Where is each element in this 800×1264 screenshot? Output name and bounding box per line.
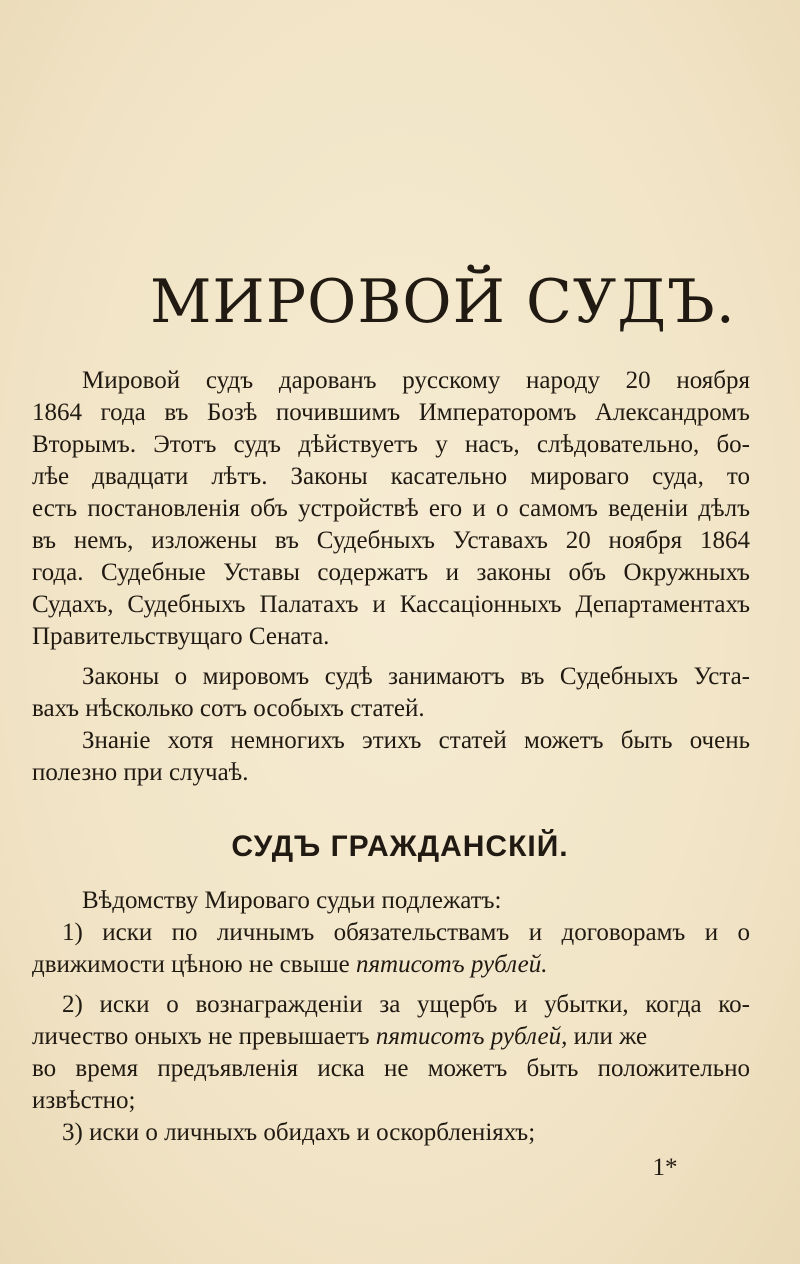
page-number: 1* — [652, 1154, 678, 1181]
text-line: извѣстно; — [32, 1087, 136, 1114]
emphasis-text: пятисотъ рублей. — [355, 951, 548, 978]
text-line: Вторымъ. Этотъ судъ дѣйствуетъ у насъ, слѣдовательно, бо- — [32, 431, 750, 458]
text-run: личество оныхъ не превышаетъ — [32, 1023, 370, 1050]
text-line — [32, 946, 547, 984]
text-line: 1864 года въ Бозѣ почившимъ Императоромъ Александромъ — [32, 399, 750, 426]
text-line: вахъ нѣсколько сотъ особыхъ статей. — [32, 695, 425, 722]
text-run: движимости цѣною не свыше — [32, 951, 350, 978]
text-run: или же — [573, 1023, 648, 1050]
text-line: Знаніе хотя немногихъ этихъ статей можетъ быть очень — [82, 727, 750, 754]
text-line: въ немъ, изложены въ Судебныхъ Уставахъ 20 ноября 1864 — [32, 527, 750, 554]
text-line: Правительствущаго Сената. — [32, 623, 330, 650]
section-title: СУДЪ ГРАЖДАНСКІЙ. — [231, 830, 569, 863]
text-line: 2) иски о вознагражденіи за ущербъ и убытки, когда ко- — [62, 991, 750, 1018]
text-line: Мировой судъ дарованъ русскому народу 20 ноября — [82, 367, 750, 394]
text-line: Вѣдомству Мироваго судьи подлежатъ: — [82, 887, 502, 914]
text-line: лѣе двадцати лѣтъ. Законы касательно мироваго суда, то — [32, 463, 750, 490]
text-line: есть постановленія объ устройствѣ его и о самомъ веденіи дѣлъ — [32, 495, 750, 522]
page-title: МИРОВОЙ СУДЪ. — [150, 267, 736, 337]
text-line: 1) иски по личнымъ обязательствамъ и договорамъ и о — [62, 919, 750, 946]
text-line: полезно при случаѣ. — [32, 759, 249, 786]
text-line: Судахъ, Судебныхъ Палатахъ и Кассаціонныхъ Департаментахъ — [32, 591, 750, 618]
text-line: года. Судебные Уставы содержатъ и законы объ Окружныхъ — [32, 559, 750, 586]
text-line: Законы о мировомъ судѣ занимаютъ въ Судебныхъ Уста- — [82, 663, 750, 690]
emphasis-text: пятисотъ рублей, — [375, 1023, 568, 1050]
text-line: 3) иски о личныхъ обидахъ и оскорбленіяхъ; — [62, 1119, 536, 1146]
text-line: во время предъявленія иска не можетъ быть положительно — [32, 1055, 750, 1082]
